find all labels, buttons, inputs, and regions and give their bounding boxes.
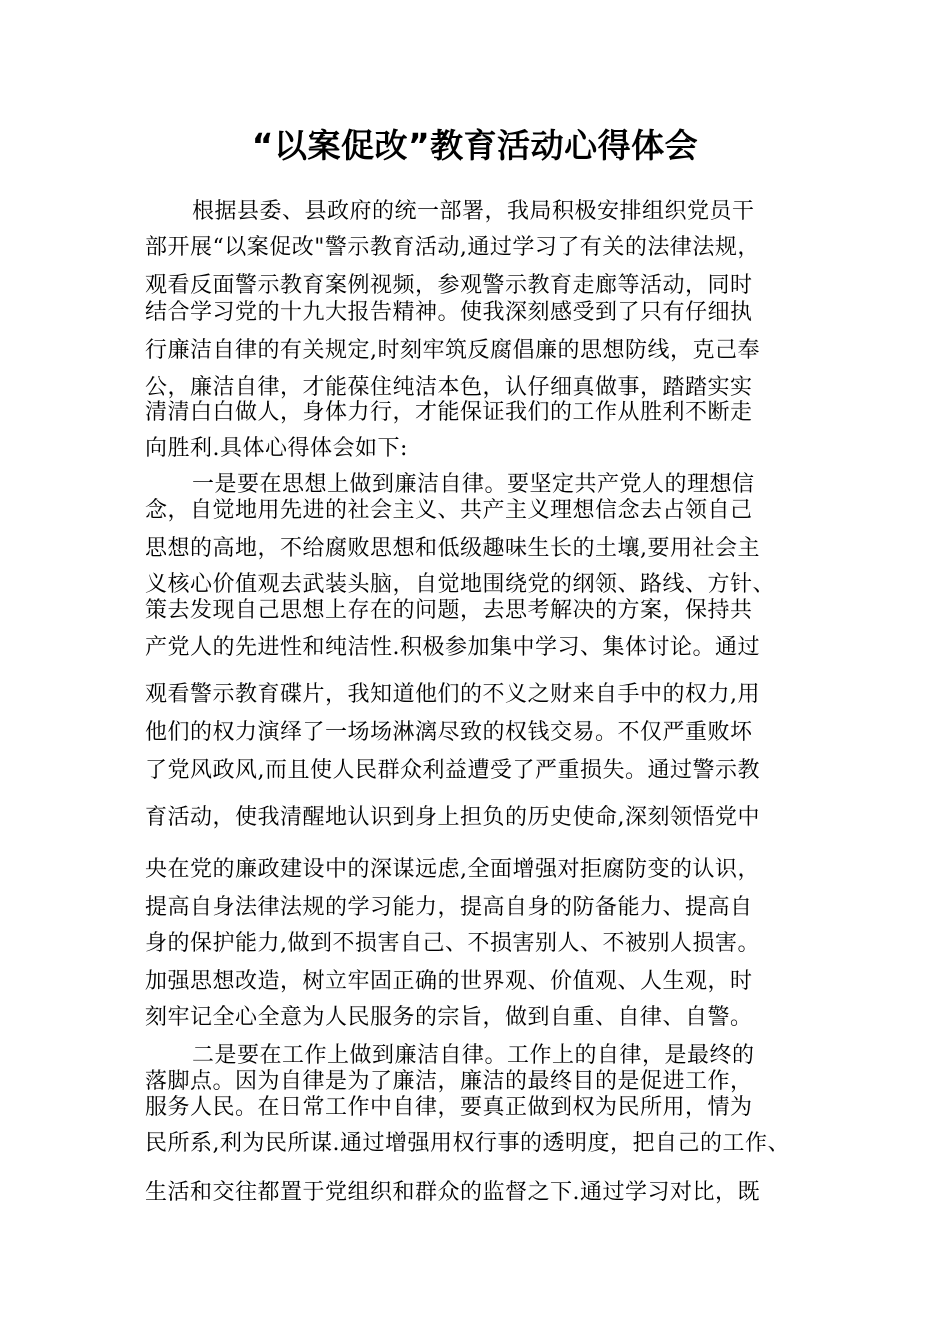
body-line: 落脚点。因为自律是为了廉洁，廉洁的最终目的是促进工作， — [145, 1069, 753, 1094]
body-line: 观看警示教育碟片，我知道他们的不义之财来自手中的权力,用 — [145, 682, 760, 707]
body-line: 念，自觉地用先进的社会主义、共产主义理想信念去占领自己 — [145, 498, 753, 523]
body-line: 育活动，使我清醒地认识到身上担负的历史使命,深刻领悟党中 — [145, 805, 760, 830]
body-line: 公，廉洁自律，才能葆住纯洁本色，认仔细真做事，踏踏实实 — [145, 375, 753, 400]
body-line: 他们的权力演绎了一场场淋漓尽致的权钱交易。不仅严重败坏 — [145, 720, 753, 745]
body-line: 一是要在思想上做到廉洁自律。要坚定共产党人的理想信 — [192, 472, 755, 497]
body-line: 向胜利.具体心得体会如下: — [145, 436, 408, 461]
body-line: 生活和交往都置于党组织和群众的监督之下.通过学习对比，既 — [145, 1180, 760, 1205]
body-line: 服务人民。在日常工作中自律，要真正做到权为民所用，情为 — [145, 1095, 753, 1120]
body-line: 义核心价值观去武装头脑，自觉地围绕党的纲领、路线、方针、 — [145, 572, 776, 597]
body-line: 加强思想改造，树立牢固正确的世界观、价值观、人生观，时 — [145, 969, 753, 994]
document-title: “以案促改”教育活动心得体会 — [251, 126, 699, 165]
body-line: 行廉洁自律的有关规定,时刻牢筑反腐倡廉的思想防线，克己奉 — [145, 338, 760, 363]
body-line: 二是要在工作上做到廉洁自律。工作上的自律，是最终的 — [192, 1043, 755, 1068]
body-line: 民所系,利为民所谋.通过增强用权行事的透明度，把自己的工作、 — [145, 1131, 790, 1156]
body-line: 了党风政风,而且使人民群众利益遭受了严重损失。通过警示教 — [145, 758, 760, 783]
body-line: 策去发现自己思想上存在的问题，去思考解决的方案，保持共 — [145, 598, 753, 623]
body-line: 根据县委、县政府的统一部署，我局积极安排组织党员干 — [192, 199, 755, 224]
body-line: 产党人的先进性和纯洁性.积极参加集中学习、集体讨论。通过 — [145, 635, 760, 660]
body-line: 央在党的廉政建设中的深谋远虑,全面增强对拒腐防变的认识， — [145, 857, 760, 882]
body-line: 部开展“以案促改"警示教育活动,通过学习了有关的法律法规， — [145, 235, 760, 260]
body-line: 思想的高地，不给腐败思想和低级趣味生长的土壤,要用社会主 — [145, 536, 760, 561]
body-line: 结合学习党的十九大报告精神。使我深刻感受到了只有仔细执 — [145, 300, 753, 325]
body-line: 身的保护能力,做到不损害自己、不损害别人、不被别人损害。 — [145, 931, 760, 956]
body-line: 观看反面警示教育案例视频，参观警示教育走廊等活动，同时 — [145, 273, 753, 298]
body-line: 提高自身法律法规的学习能力，提高自身的防备能力、提高自 — [145, 895, 753, 920]
body-line: 刻牢记全心全意为人民服务的宗旨，做到自重、自律、自警。 — [145, 1005, 753, 1030]
body-line: 清清白白做人，身体力行，才能保证我们的工作从胜利不断走 — [145, 400, 753, 425]
